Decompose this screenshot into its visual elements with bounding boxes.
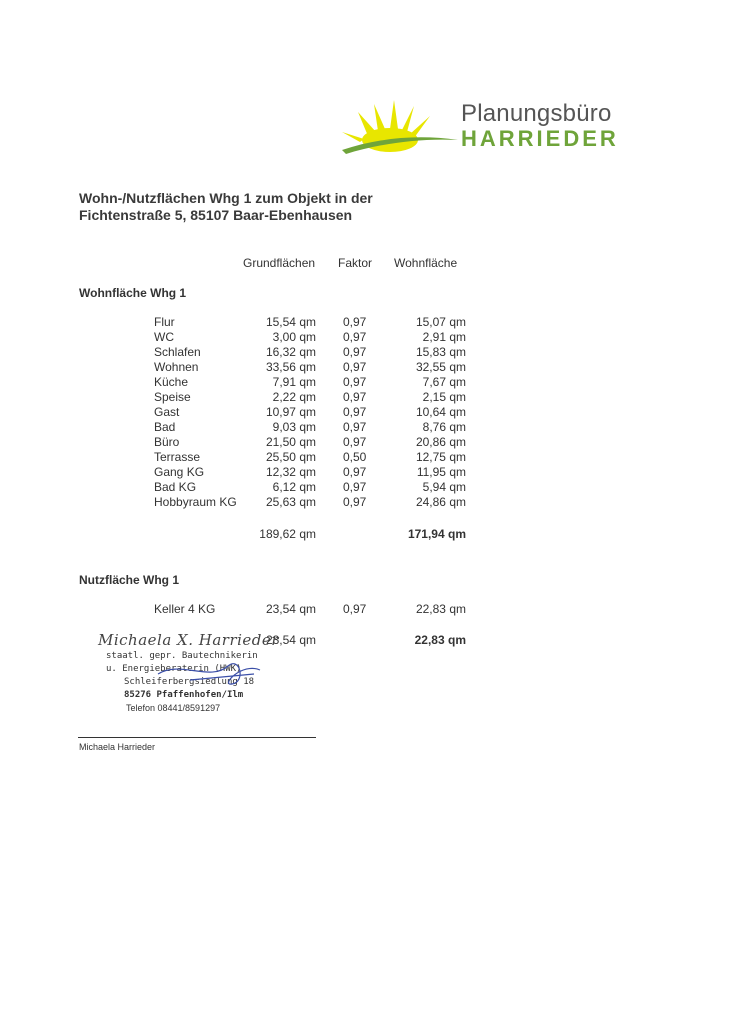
document-title (79, 190, 373, 224)
stamp-line5: Telefon 08441/8591297 (126, 703, 221, 713)
handwritten-signature (150, 652, 270, 692)
wohnflaeche-value: 22,83 qm (415, 602, 466, 616)
room-name: Küche (154, 375, 189, 389)
faktor-value: 0,50 (343, 450, 367, 464)
room-name: Keller 4 KG (154, 602, 216, 616)
faktor-value: 0,97 (343, 465, 367, 479)
faktor-value: 0,97 (343, 480, 367, 494)
section-title-wohnflaeche: Wohnfläche Whg 1 (79, 286, 187, 300)
section-title-nutzflaeche: Nutzfläche Whg 1 (79, 573, 180, 587)
faktor-value: 0,97 (343, 360, 367, 374)
grundflaeche-value: 15,54 qm (265, 315, 316, 329)
room-name: Hobbyraum KG (154, 495, 237, 509)
wohnflaeche-value: 5,94 qm (422, 480, 466, 494)
grundflaeche-value: 2,22 qm (272, 390, 316, 404)
room-name: Flur (154, 315, 175, 329)
wohnflaeche-value: 20,86 qm (415, 435, 466, 449)
nutz-total-wohnflaeche: 22,83 qm (414, 633, 466, 647)
room-name: Büro (154, 435, 180, 449)
wohnflaeche-value: 15,07 qm (415, 315, 466, 329)
room-name: WC (154, 330, 174, 344)
logo-text-line1: Planungsbüro (461, 100, 612, 127)
wohnflaeche-value: 32,55 qm (415, 360, 466, 374)
faktor-value: 0,97 (343, 390, 367, 404)
room-name: Schlafen (154, 345, 201, 359)
faktor-value: 0,97 (343, 420, 367, 434)
wohnflaeche-value: 24,86 qm (415, 495, 466, 509)
signature-name: Michaela Harrieder (79, 742, 156, 752)
total-wohnflaeche: 171,94 qm (407, 527, 466, 541)
stamp-line1: staatl. gepr. Bautechnikerin (106, 651, 258, 661)
stamp-line4: 85276 Pfaffenhofen/Ilm (124, 690, 244, 700)
wohnflaeche-value: 2,91 qm (422, 330, 466, 344)
faktor-value: 0,97 (343, 345, 367, 359)
faktor-value: 0,97 (343, 315, 367, 329)
room-name: Speise (154, 390, 191, 404)
grundflaeche-value: 16,32 qm (265, 345, 316, 359)
grundflaeche-value: 7,91 qm (272, 375, 316, 389)
grundflaeche-value: 25,50 qm (265, 450, 316, 464)
stamp-line3: Schleiferbergsiedlung 18 (124, 677, 255, 687)
grundflaeche-value: 21,50 qm (265, 435, 316, 449)
total-grundflaeche: 189,62 qm (259, 527, 316, 541)
grundflaeche-value: 23,54 qm (265, 602, 316, 616)
wohnflaeche-value: 11,95 qm (416, 465, 466, 479)
grundflaeche-value: 9,03 qm (272, 420, 316, 434)
wohnflaeche-value: 2,15 qm (422, 390, 466, 404)
grundflaeche-value: 33,56 qm (265, 360, 316, 374)
faktor-value: 0,97 (343, 602, 367, 616)
header-faktor: Faktor (338, 256, 373, 270)
faktor-value: 0,97 (343, 405, 367, 419)
title-line1: Wohn-/Nutzflächen Whg 1 zum Objekt in der (79, 190, 373, 206)
room-name: Gast (154, 405, 180, 419)
room-name: Wohnen (154, 360, 199, 374)
faktor-value: 0,97 (343, 495, 367, 509)
title-line2: Fichtenstraße 5, 85107 Baar-Ebenhausen (79, 207, 353, 223)
stamp-line2: u. Energieberaterin (HWK) (106, 664, 242, 674)
room-name: Terrasse (154, 450, 201, 464)
stamp-name: Michaela X. Harrieder (98, 631, 279, 649)
faktor-value: 0,97 (343, 330, 367, 344)
logo-text-line2: HARRIEDER (461, 126, 619, 151)
room-name: Gang KG (154, 465, 205, 479)
header-wohnflaeche: Wohnfläche (394, 256, 458, 270)
wohnflaeche-value: 12,75 qm (415, 450, 466, 464)
signature-line (78, 737, 316, 738)
wohnflaeche-value: 15,83 qm (415, 345, 466, 359)
room-name: Bad KG (154, 480, 197, 494)
grundflaeche-value: 12,32 qm (265, 465, 316, 479)
room-name: Bad (154, 420, 176, 434)
header-grundflaechen: Grundflächen (243, 256, 316, 270)
grundflaeche-value: 10,97 qm (265, 405, 316, 419)
grundflaeche-value: 6,12 qm (272, 480, 316, 494)
wohnflaeche-value: 10,64 qm (415, 405, 466, 419)
faktor-value: 0,97 (343, 435, 367, 449)
wohnflaeche-value: 7,67 qm (422, 375, 466, 389)
grundflaeche-value: 25,63 qm (265, 495, 316, 509)
wohnflaeche-value: 8,76 qm (422, 420, 466, 434)
sun-swoosh-logo-icon (338, 98, 458, 158)
faktor-value: 0,97 (343, 375, 367, 389)
grundflaeche-value: 3,00 qm (272, 330, 316, 344)
nutz-total-grundflaeche: 23,54 qm (265, 633, 316, 647)
